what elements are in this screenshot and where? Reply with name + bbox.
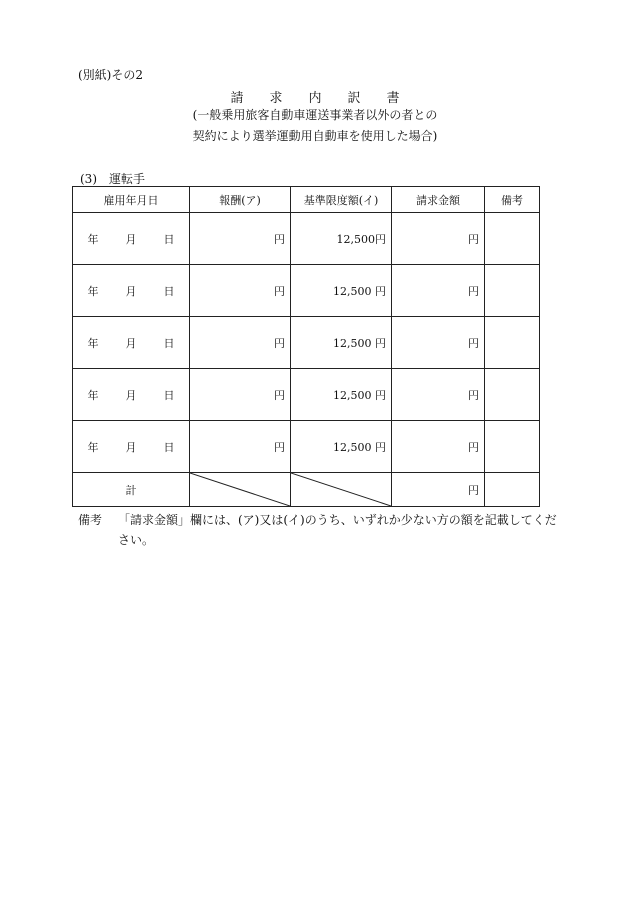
remarks-cell[interactable] — [485, 265, 540, 317]
reward-cell[interactable]: 円 — [190, 317, 291, 369]
standard-limit-cell: 12,500円 — [291, 213, 392, 265]
month-unit: 月 — [125, 388, 137, 402]
reward-cell[interactable]: 円 — [190, 421, 291, 473]
claim-amount-cell[interactable]: 円 — [392, 369, 485, 421]
total-claim-amount-cell[interactable]: 円 — [392, 473, 485, 507]
standard-limit-cell: 12,500 円 — [291, 265, 392, 317]
header-claim-amount: 請求金額 — [392, 187, 485, 213]
year-unit: 年 — [87, 388, 99, 402]
header-standard-limit: 基準限度額(イ) — [291, 187, 392, 213]
employment-date-cell[interactable] — [73, 369, 190, 421]
subtitle-line-1: (一般乗用旅客自動車運送事業者以外の者との — [192, 108, 438, 122]
year-unit: 年 — [87, 232, 99, 246]
title-char: 求 — [269, 91, 283, 106]
day-unit: 日 — [163, 232, 175, 246]
reward-cell[interactable]: 円 — [190, 369, 291, 421]
employment-date-cell[interactable] — [73, 213, 190, 265]
year-unit: 年 — [87, 440, 99, 454]
table-row — [73, 317, 540, 369]
total-row — [73, 473, 540, 507]
year-unit: 年 — [87, 284, 99, 298]
diagonal-strike — [291, 473, 391, 506]
claim-breakdown-table — [72, 186, 540, 507]
section-heading — [80, 170, 145, 187]
note-text: 「請求金額」欄には、(ア)又は(イ)のうち、いずれか少ない方の額を記載してください。 — [118, 513, 557, 547]
total-limit-crossed-cell — [291, 473, 392, 507]
section-label: 運転手 — [109, 172, 146, 186]
month-unit: 月 — [125, 232, 137, 246]
table-row — [73, 369, 540, 421]
month-unit: 月 — [125, 440, 137, 454]
title-char: 書 — [386, 91, 400, 106]
note-label: 備考 — [78, 513, 103, 527]
attachment-reference: (別紙)その2 — [78, 68, 143, 82]
employment-date-cell[interactable] — [73, 317, 190, 369]
claim-amount-cell[interactable]: 円 — [392, 317, 485, 369]
claim-amount-cell[interactable]: 円 — [392, 265, 485, 317]
table-row — [73, 265, 540, 317]
reward-cell[interactable]: 円 — [190, 265, 291, 317]
diagonal-strike — [190, 473, 290, 506]
section-number: (3) — [80, 172, 97, 186]
remarks-cell[interactable] — [485, 213, 540, 265]
day-unit: 日 — [163, 284, 175, 298]
table-row — [73, 213, 540, 265]
employment-date-cell[interactable] — [73, 265, 190, 317]
remarks-cell[interactable] — [485, 421, 540, 473]
standard-limit-cell: 12,500 円 — [291, 317, 392, 369]
table-header-row — [73, 187, 540, 213]
header-employment-date: 雇用年月日 — [73, 187, 190, 213]
total-label: 計 — [73, 473, 190, 507]
document-title — [0, 87, 630, 106]
header-remarks: 備考 — [485, 187, 540, 213]
title-char: 訳 — [347, 91, 361, 106]
claim-amount-cell[interactable]: 円 — [392, 213, 485, 265]
day-unit: 日 — [163, 336, 175, 350]
title-char: 請 — [230, 91, 244, 106]
reward-cell[interactable]: 円 — [190, 213, 291, 265]
claim-amount-cell[interactable]: 円 — [392, 421, 485, 473]
subtitle-line-2: 契約により選挙運動用自動車を使用した場合) — [192, 129, 438, 143]
standard-limit-cell: 12,500 円 — [291, 369, 392, 421]
total-remarks-cell[interactable] — [485, 473, 540, 507]
title-char: 内 — [308, 91, 322, 106]
day-unit: 日 — [163, 388, 175, 402]
year-unit: 年 — [87, 336, 99, 350]
employment-date-cell[interactable] — [73, 421, 190, 473]
day-unit: 日 — [163, 440, 175, 454]
remarks-note — [78, 510, 558, 550]
month-unit: 月 — [125, 284, 137, 298]
remarks-cell[interactable] — [485, 369, 540, 421]
header-reward: 報酬(ア) — [190, 187, 291, 213]
standard-limit-cell: 12,500 円 — [291, 421, 392, 473]
remarks-cell[interactable] — [485, 317, 540, 369]
total-reward-crossed-cell — [190, 473, 291, 507]
month-unit: 月 — [125, 336, 137, 350]
table-row — [73, 421, 540, 473]
